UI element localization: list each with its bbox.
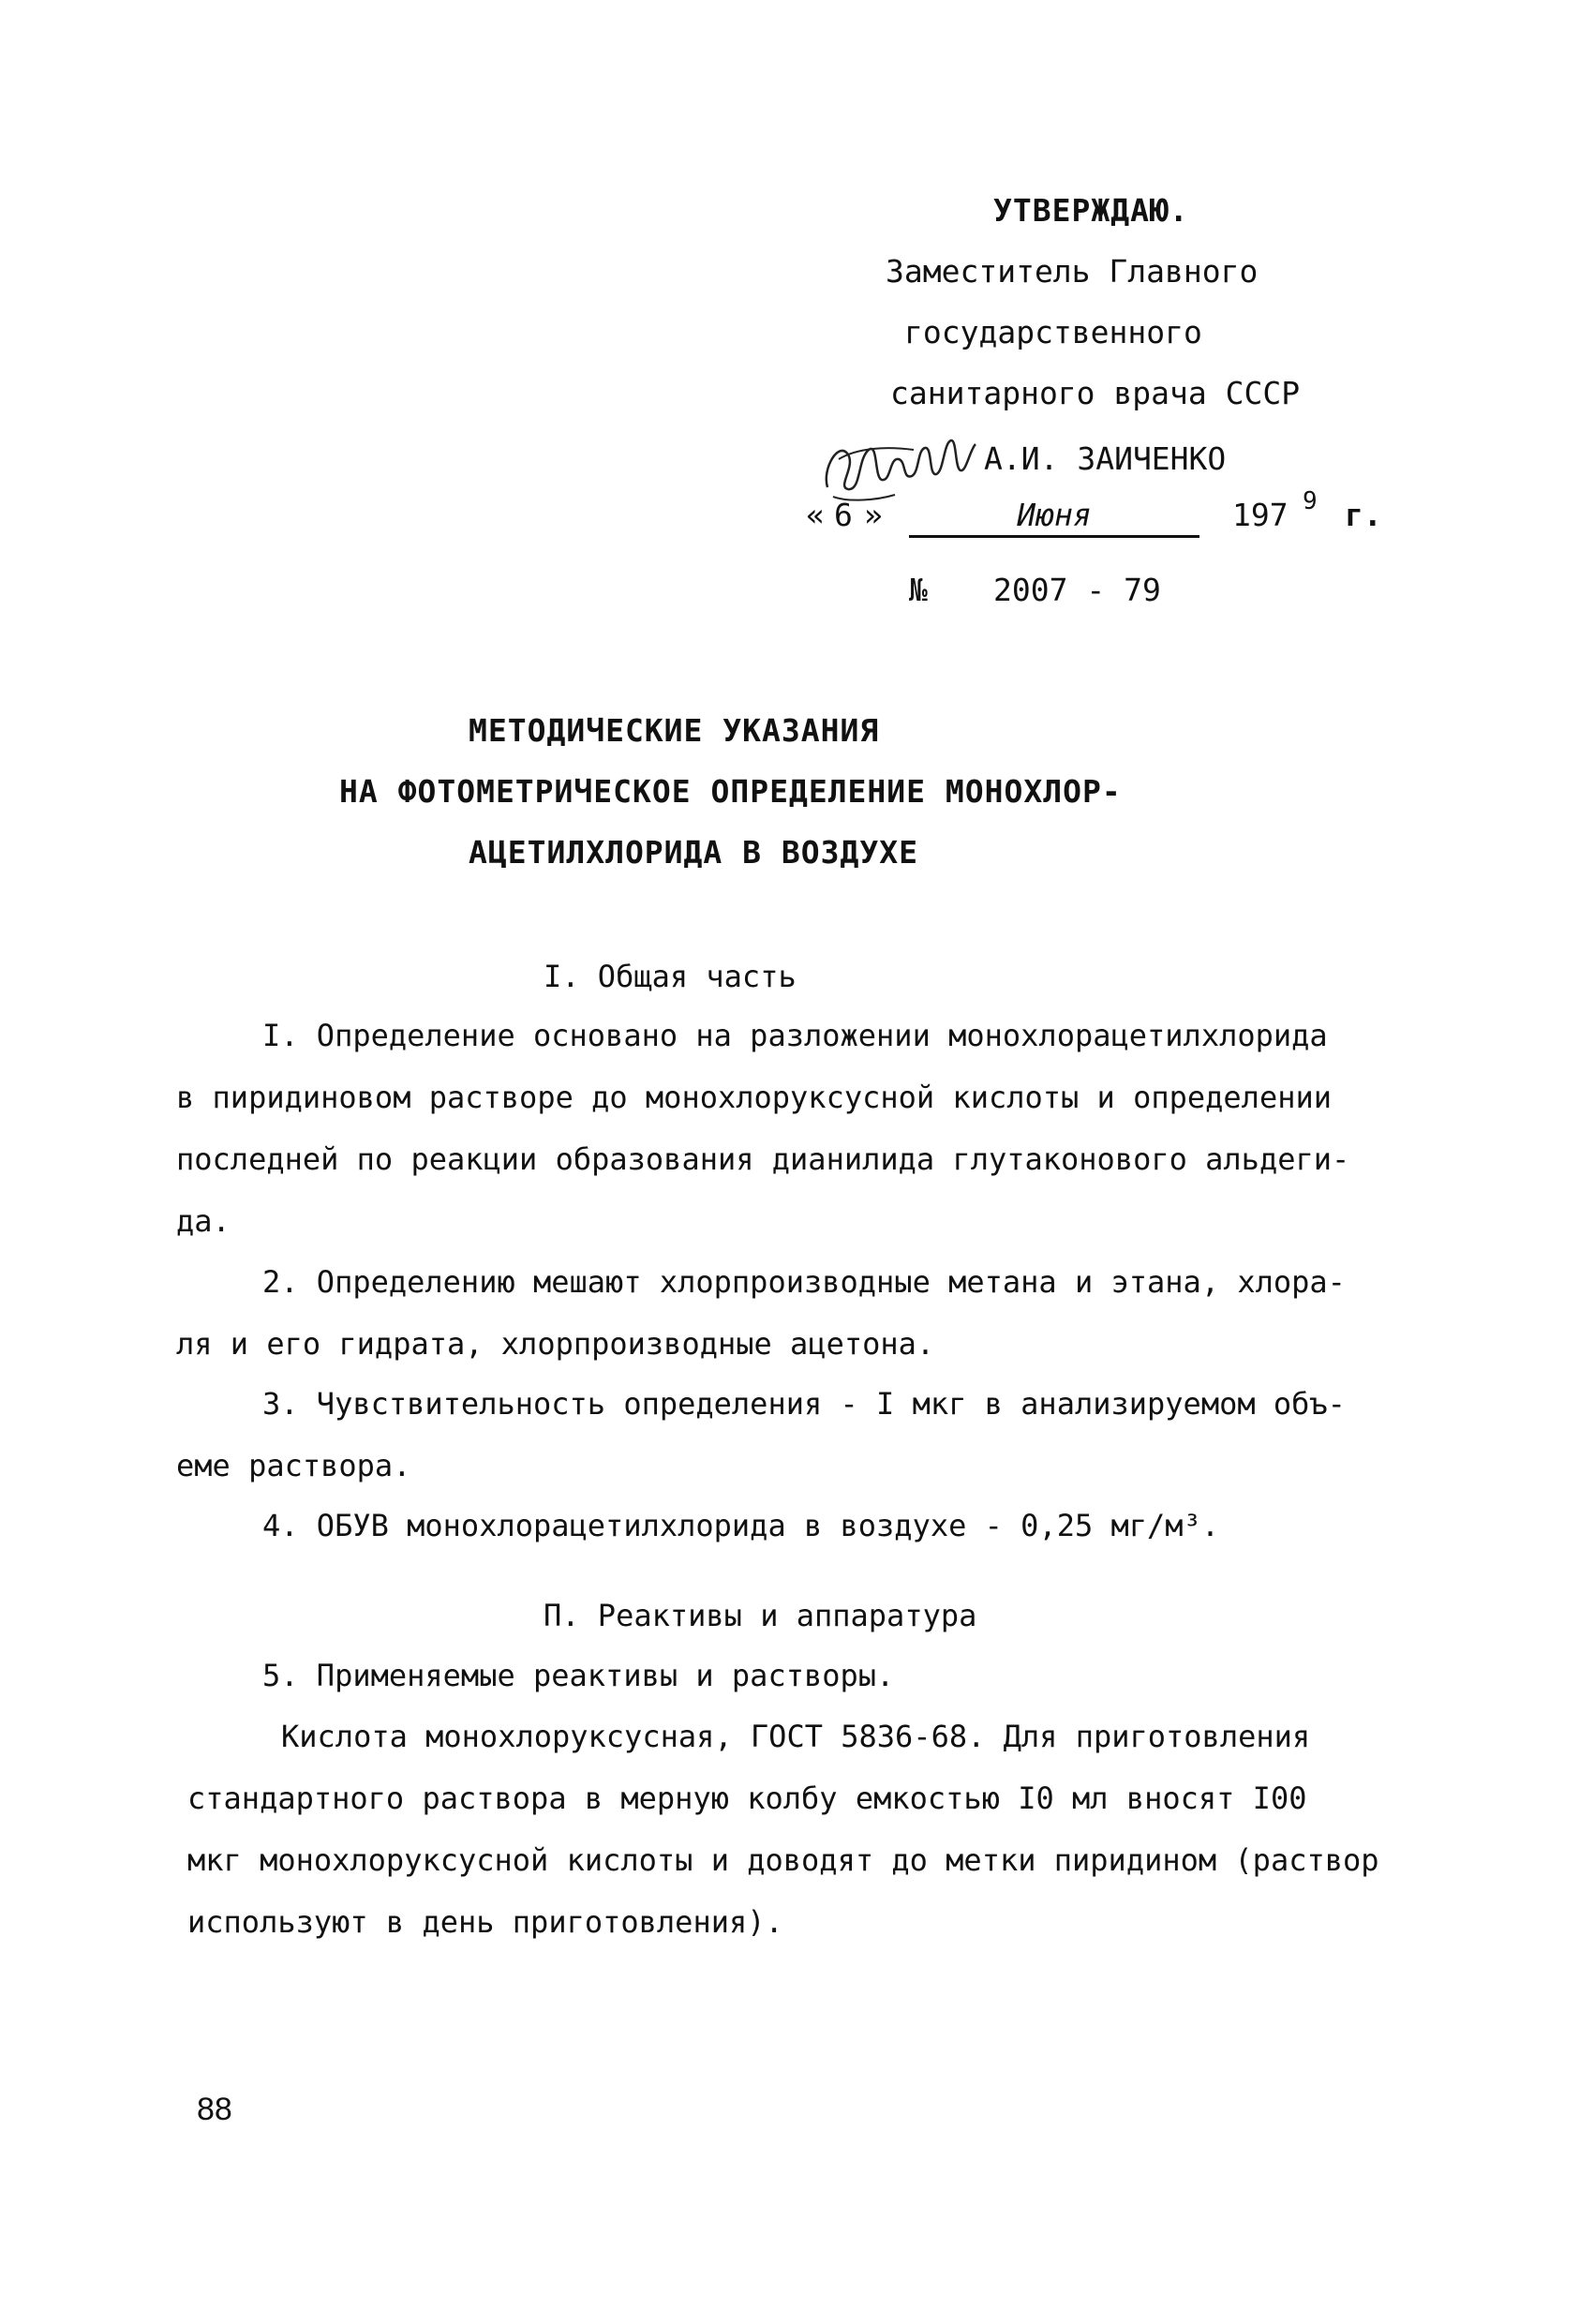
approval-title: УТВЕРЖДАЮ.	[993, 192, 1189, 229]
approver-name: А.И. ЗАИЧЕНКО	[984, 440, 1227, 477]
paragraph-line: в пиридиновом растворе до монохлоруксусной кислоты и определении	[176, 1080, 1332, 1115]
paragraph-line: да.	[176, 1203, 231, 1239]
approval-position-line2: государственного	[904, 314, 1202, 350]
title-line2: НА ФОТОМЕТРИЧЕСКОЕ ОПРЕДЕЛЕНИЕ МОНОХЛОР-	[339, 773, 1122, 810]
paragraph-line: мкг монохлоруксусной кислоты и доводят до метки пиридином (раствор	[187, 1842, 1379, 1878]
approval-position-line1: Заместитель Главного	[886, 253, 1259, 290]
paragraph-line: используют в день приготовления).	[187, 1904, 783, 1940]
number-value: 2007 - 79	[993, 572, 1161, 608]
title-line3: АЦЕТИЛХЛОРИДА В ВОЗДУХЕ	[469, 834, 918, 871]
section2-heading: П. Реактивы и аппаратура	[544, 1598, 977, 1633]
paragraph-line: 4. ОБУВ монохлорацетилхлорида в воздухе - 0,25 мг/м³.	[262, 1508, 1220, 1543]
approval-number	[843, 572, 1312, 618]
date-month: Июня	[909, 497, 1199, 538]
paragraph-line: последней по реакции образования дианилида глутаконового альдеги-	[176, 1141, 1350, 1177]
date-year-digit: 9	[1303, 487, 1318, 515]
approval-date	[806, 487, 1424, 553]
paragraph-line: 2. Определению мешают хлорпроизводные метана и этана, хлора-	[262, 1264, 1346, 1300]
paragraph-line: I. Определение основано на разложении монохлорацетилхлорида	[262, 1018, 1328, 1053]
signature-row	[843, 422, 1424, 506]
paragraph-line: ля и его гидрата, хлорпроизводные ацетона.	[176, 1326, 935, 1362]
date-quote-open: «	[806, 497, 825, 533]
date-day: 6	[834, 497, 853, 533]
number-sign: №	[909, 572, 928, 608]
paragraph-line: стандартного раствора в мерную колбу емкостью I0 мл вносят I00	[187, 1780, 1307, 1816]
approval-position-line3: санитарного врача СССР	[890, 375, 1301, 411]
paragraph-line: 3. Чувствительность определения - I мкг в анализируемом объ-	[262, 1386, 1346, 1422]
paragraph-line: еме раствора.	[176, 1448, 411, 1483]
title-line1: МЕТОДИЧЕСКИЕ УКАЗАНИЯ	[469, 712, 880, 749]
section1-heading: I. Общая часть	[544, 959, 797, 994]
paragraph-line: 5. Применяемые реактивы и растворы.	[262, 1658, 895, 1693]
page-number: 88	[197, 2092, 232, 2127]
date-suffix: г.	[1345, 497, 1382, 533]
paragraph-line: Кислота монохлоруксусная, ГОСТ 5836-68. Для приготовления	[281, 1719, 1311, 1754]
date-quote-close: »	[864, 497, 883, 533]
date-year: 197	[1232, 497, 1289, 533]
handwritten-signature	[820, 422, 979, 506]
